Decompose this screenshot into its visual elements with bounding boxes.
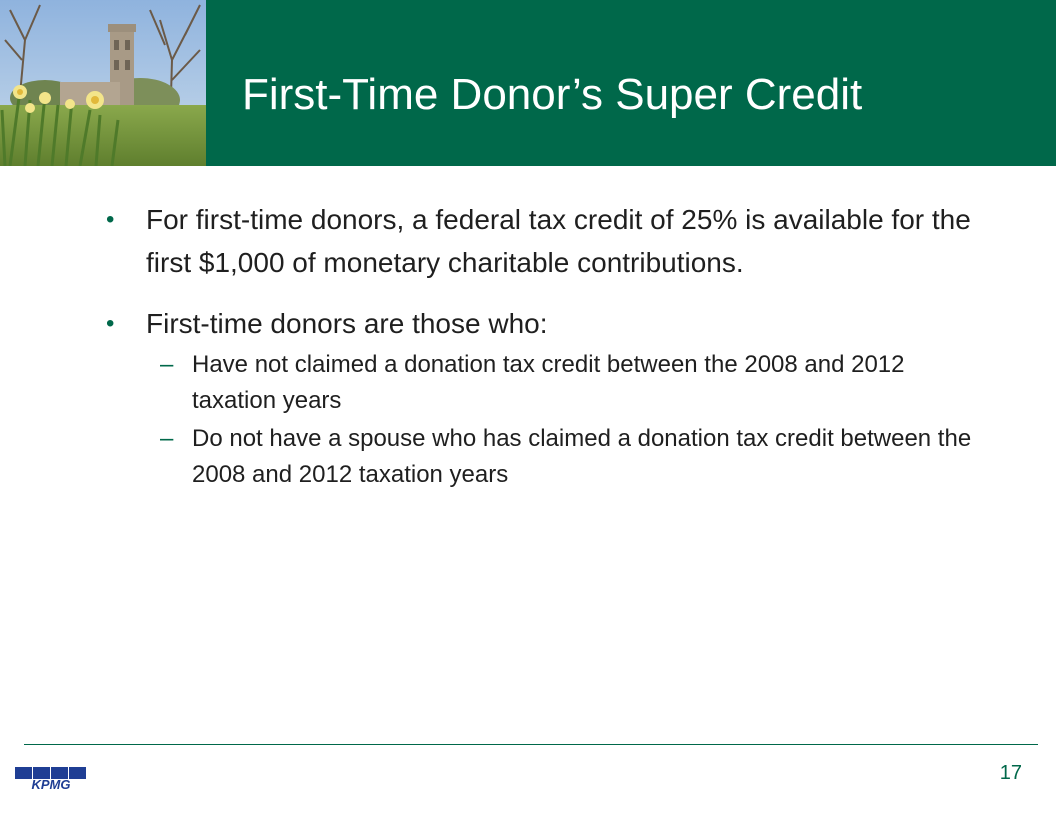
sub-bullet-item [100,421,980,493]
header-photo [0,0,206,166]
bullet-marker: • [106,206,115,233]
footer-divider [24,744,1038,745]
bullet-text: First-time donors are those who: [146,308,548,339]
sub-bullet-item [100,347,980,419]
slide-content [100,198,980,493]
kpmg-logo-icon [15,767,87,791]
page-number: 17 [999,762,1022,784]
campus-daffodils-photo [0,0,206,166]
slide-title: First-Time Donor’s Super Credit [242,70,863,119]
kpmg-logo-graphic [15,767,87,791]
sub-bullet-list [100,347,980,493]
bullet-marker: • [106,310,115,337]
sub-bullet-marker: – [160,351,174,378]
sub-bullet-text: Do not have a spouse who has claimed a donation tax credit between the 2008 and 2012 taxation years [192,425,972,488]
bullet-item [100,302,980,493]
logo-wordmark: KPMG [31,777,71,791]
bullet-item [100,198,980,284]
bullet-text: For first-time donors, a federal tax credit of 25% is available for the first $1,000 of monetary charitable contributions. [146,204,971,278]
sub-bullet-marker: – [160,425,174,452]
sub-bullet-text: Have not claimed a donation tax credit between the 2008 and 2012 taxation years [192,351,905,414]
